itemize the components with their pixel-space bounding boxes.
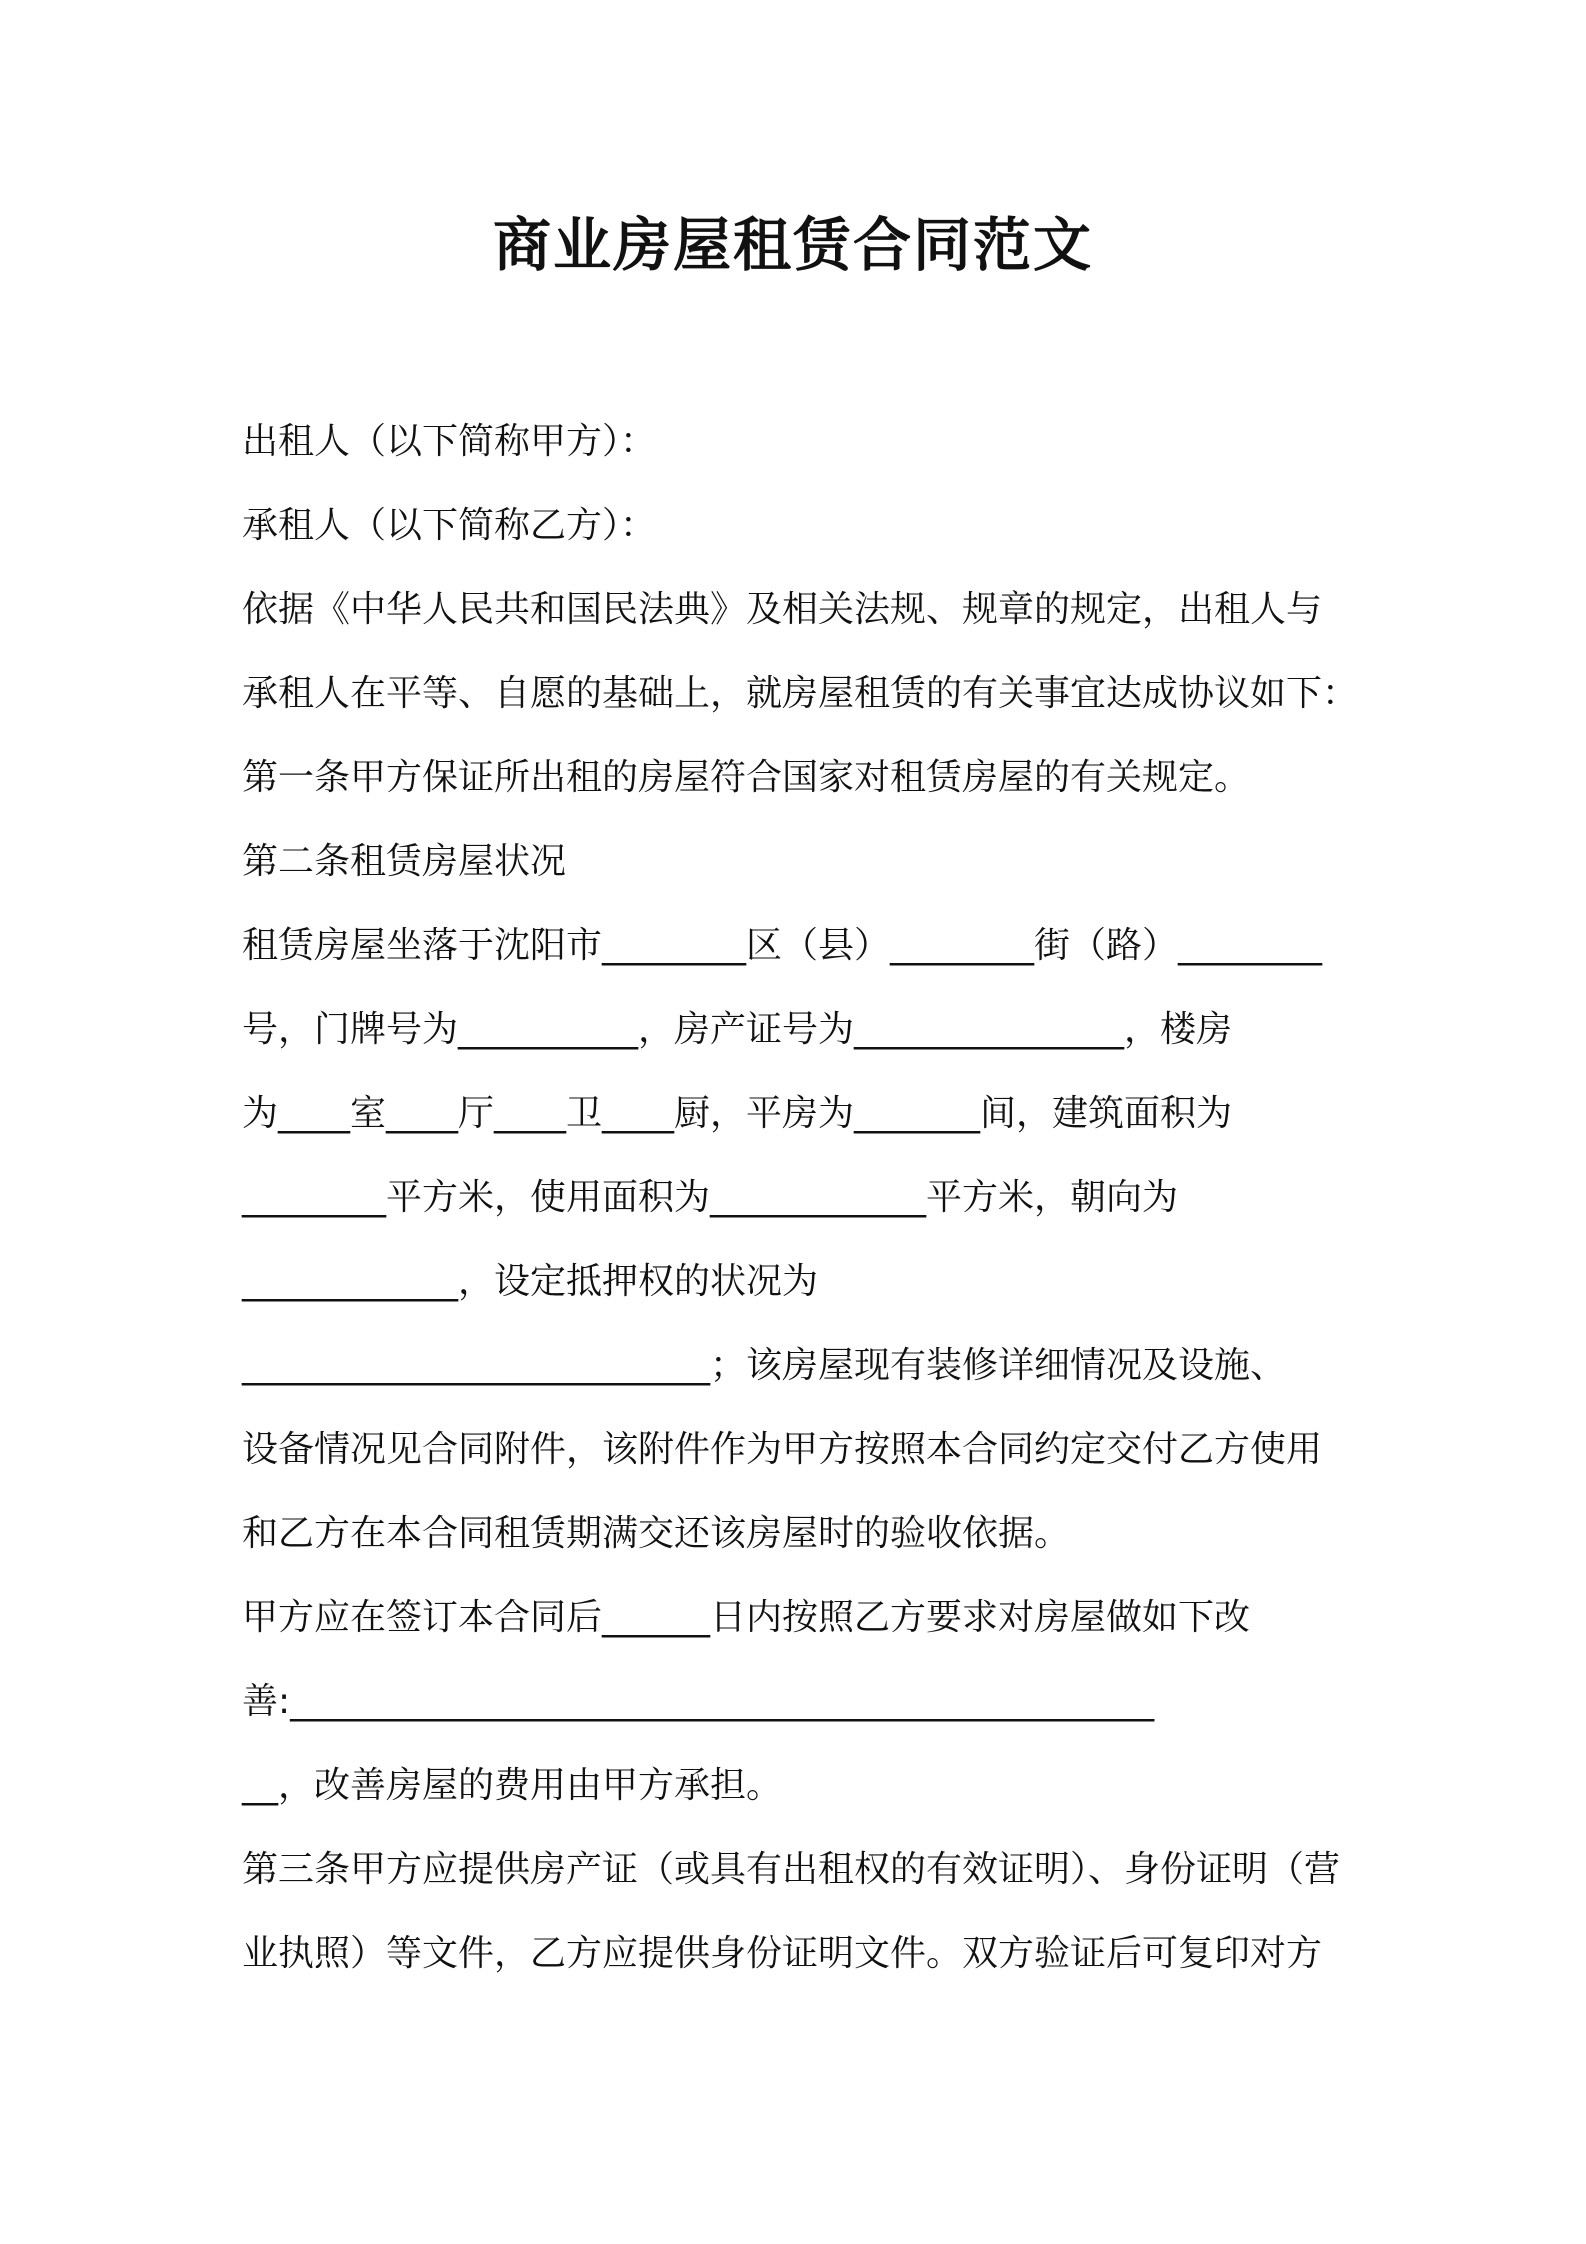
paragraph-line: 善:________________________________________________ <box>242 1681 1155 1722</box>
paragraph-line: 出租人（以下简称甲方）： <box>242 421 657 462</box>
paragraph-line: 租赁房屋坐落于沈阳市________区（县）________街（路）________ <box>242 925 1323 966</box>
paragraph-line: 依据《中华人民共和国民法典》及相关法规、规章的规定，出租人与 <box>242 589 1323 630</box>
paragraph-line: 第三条甲方应提供房产证（或具有出租权的有效证明）、身份证明（营 <box>242 1849 1341 1890</box>
paragraph-line: __________________________；该房屋现有装修详细情况及设施、 <box>242 1345 1287 1386</box>
paragraph-line: 第二条租赁房屋状况 <box>242 841 567 882</box>
document-title: 商业房屋租赁合同范文 <box>492 211 1093 279</box>
document-body <box>242 400 1392 1996</box>
paragraph-line: 设备情况见合同附件，该附件作为甲方按照本合同约定交付乙方使用 <box>242 1429 1323 1470</box>
paragraph-line: 第一条甲方保证所出租的房屋符合国家对租赁房屋的有关规定。 <box>242 757 1251 798</box>
paragraph-line: 和乙方在本合同租赁期满交还该房屋时的验收依据。 <box>242 1513 1071 1554</box>
paragraph-line: 号，门牌号为__________，房产证号为_______________，楼房 <box>242 1009 1233 1050</box>
paragraph-line: 业执照）等文件，乙方应提供身份证明文件。双方验证后可复印对方 <box>242 1933 1323 1974</box>
paragraph-line: ________平方米，使用面积为____________平方米，朝向为 <box>242 1177 1179 1218</box>
paragraph-line: 甲方应在签订本合同后______日内按照乙方要求对房屋做如下改 <box>242 1597 1251 1638</box>
paragraph-line: ____________，设定抵押权的状况为 <box>242 1261 819 1302</box>
paragraph-line: __，改善房屋的费用由甲方承担。 <box>242 1765 783 1806</box>
paragraph-line: 为____室____厅____卫____厨，平房为_______间，建筑面积为 <box>242 1093 1233 1134</box>
paragraph-line: 承租人（以下简称乙方）： <box>242 505 657 546</box>
paragraph-line: 承租人在平等、自愿的基础上，就房屋租赁的有关事宜达成协议如下： <box>242 673 1359 714</box>
